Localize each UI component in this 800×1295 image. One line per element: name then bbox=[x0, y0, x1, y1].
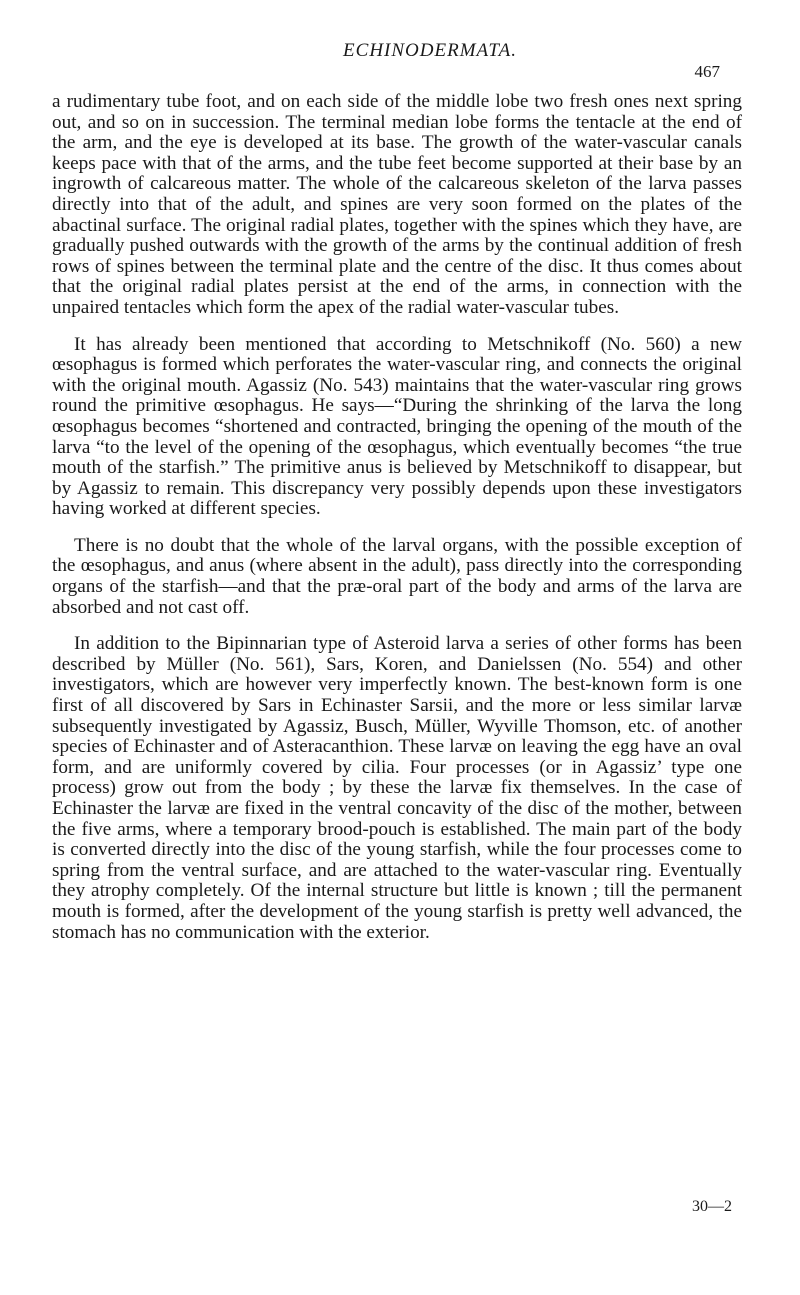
running-head-title: ECHINODERMATA. bbox=[343, 40, 517, 61]
signature-mark: 30—2 bbox=[692, 1198, 732, 1215]
paragraph-3: There is no doubt that the whole of the larval organs, with the possible exception of the œsophagus, and anus (where absent in the adult), pass directly into the corresponding organs of the starfish—and that the præ-oral part of the body and arms of the larva are absorbed and not cast off. bbox=[52, 534, 742, 618]
paragraph-4: In addition to the Bipinnarian type of Asteroid larva a series of other forms has been described by Müller (No. 561), Sars, Koren, and Danielssen (No. 554) and other investigators, which are however very imperfectly known. The best-known form is one first of all discovered by Sars in Echinaster Sarsii, and the more or less similar larvæ subsequently investigated by Agassiz, Busch, Müller, Wyville Thomson, etc. of another species of Echinaster and of Asteracanthion. These larvæ on leaving the egg have an oval form, and are uniformly covered by cilia. Four processes (or in Agassiz’ type one process) grow out from the body ; by these the larvæ fix themselves. In the case of Echinaster the larvæ are fixed in the ventral concavity of the disc of the mother, between the five arms, where a temporary brood-pouch is established. The main part of the body is converted directly into the disc of the young starfish, while the four processes come to spring from the ventral surface, and are attached to the water-vascular ring. Eventually they atrophy completely. Of the internal structure but little is known ; till the permanent mouth is formed, after the development of the young starfish is pretty well advanced, the stomach has no communication with the exterior. bbox=[52, 633, 742, 943]
running-head bbox=[0, 40, 800, 62]
page-number: 467 bbox=[694, 62, 720, 81]
paragraph-1: a rudimentary tube foot, and on each side of the middle lobe two fresh ones next spring out, and so on in succession. The terminal median lobe forms the tentacle at the end of the arm, and the eye is developed at its base. The growth of the water-vascular canals keeps pace with that of the arms, and the tube feet become supported at their base by an ingrowth of calcareous matter. The whole of the calcareous skeleton of the larva passes directly into that of the adult, and spines are very soon formed on the plates of the abactinal surface. The original radial plates, together with the spines which they have, are gradually pushed outwards with the growth of the arms by the continual addition of fresh rows of spines between the terminal plate and the centre of the disc. It thus comes about that the original radial plates persist at the end of the arms, in connection with the unpaired tentacles which form the apex of the radial water-vascular tubes. bbox=[52, 91, 742, 318]
paragraph-2: It has already been mentioned that according to Metschnikoff (No. 560) a new œsophagus is formed which perforates the water-vascular ring, and connects the original with the original mouth. Agassiz (No. 543) maintains that the water-vascular ring grows round the primitive œsophagus. He says—“During the shrinking of the larva the long œsophagus becomes “shortened and contracted, bringing the opening of the mouth of the larva “to the level of the opening of the œsophagus, which eventually becomes “the true mouth of the starfish.” The primitive anus is believed by Metschnikoff to disappear, but by Agassiz to remain. This discrepancy very possibly depends upon these investigators having worked at different species. bbox=[52, 333, 742, 520]
body-text bbox=[52, 92, 742, 959]
